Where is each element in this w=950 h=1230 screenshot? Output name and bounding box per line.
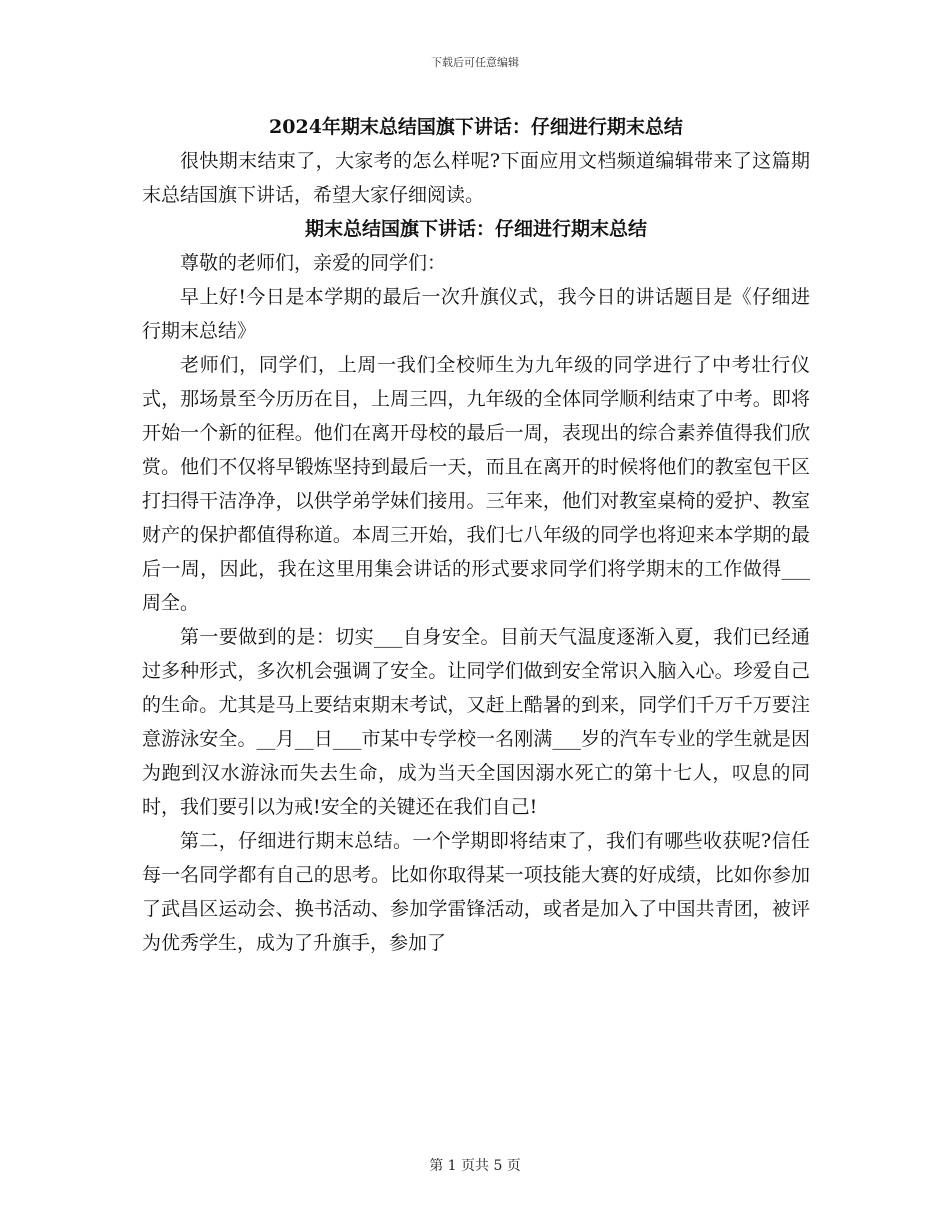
- document-body: [142, 110, 810, 960]
- body-paragraph-3: 第二，仔细进行期末总结。一个学期即将结束了，我们有哪些收获呢?信任每一名同学都有自己的思考。比如你取得某一项技能大赛的好成绩，比如你参加了武昌区运动会、换书活动、参加学雷锋活动，或者是加入了中国共青团，被评为优秀学生，成为了升旗手，参加了: [142, 830, 810, 954]
- page-header-note: 下载后可任意编辑: [431, 56, 519, 69]
- body-paragraph-2: 第一要做到的是：切实___自身安全。目前天气温度逐渐入夏，我们已经通过多种形式，多次机会强调了安全。让同学们做到安全常识入脑入心。珍爱自己的生命。尤其是马上要结束期末考试，又赶上酷暑的到来，同学们千万千万要注意游泳安全。__月__日___市某中专学校一名刚满___岁的汽车专业的学生就是因为跑到汉水游泳而失去生命，成为当天全国因溺水死亡的第十七人，叹息的同时，我们要引以为戒!安全的关键还在我们自己!: [142, 626, 810, 818]
- document-title: 2024年期末总结国旗下讲话：仔细进行期末总结: [269, 116, 683, 138]
- opening-paragraph: 早上好!今日是本学期的最后一次升旗仪式，我今日的讲话题目是《仔细进行期末总结》: [142, 286, 810, 342]
- body-paragraph-1: 老师们，同学们，上周一我们全校师生为九年级的同学进行了中考壮行仪式，那场景至今历历在目，上周三四，九年级的全体同学顺利结束了中考。即将开始一个新的征程。他们在离开母校的最后一周，表现出的综合素养值得我们欣赏。他们不仅将早锻炼坚持到最后一天，而且在离开的时候将他们的教室包干区打扫得干洁净净，以供学弟学妹们接用。三年来，他们对教室桌椅的爱护、教室财产的保护都值得称道。本周三开始，我们七八年级的同学也将迎来本学期的最后一周，因此，我在这里用集会讲话的形式要求同学们将学期末的工作做得___周全。: [142, 354, 810, 614]
- page-footer: 第 1 页共 5 页: [429, 1158, 521, 1174]
- intro-paragraph: 很快期末结束了，大家考的怎么样呢?下面应用文档频道编辑带来了这篇期末总结国旗下讲话，希望大家仔细阅读。: [142, 150, 810, 206]
- salutation-paragraph: 尊敬的老师们，亲爱的同学们：: [180, 252, 447, 274]
- document-subtitle: 期末总结国旗下讲话：仔细进行期末总结: [304, 218, 647, 240]
